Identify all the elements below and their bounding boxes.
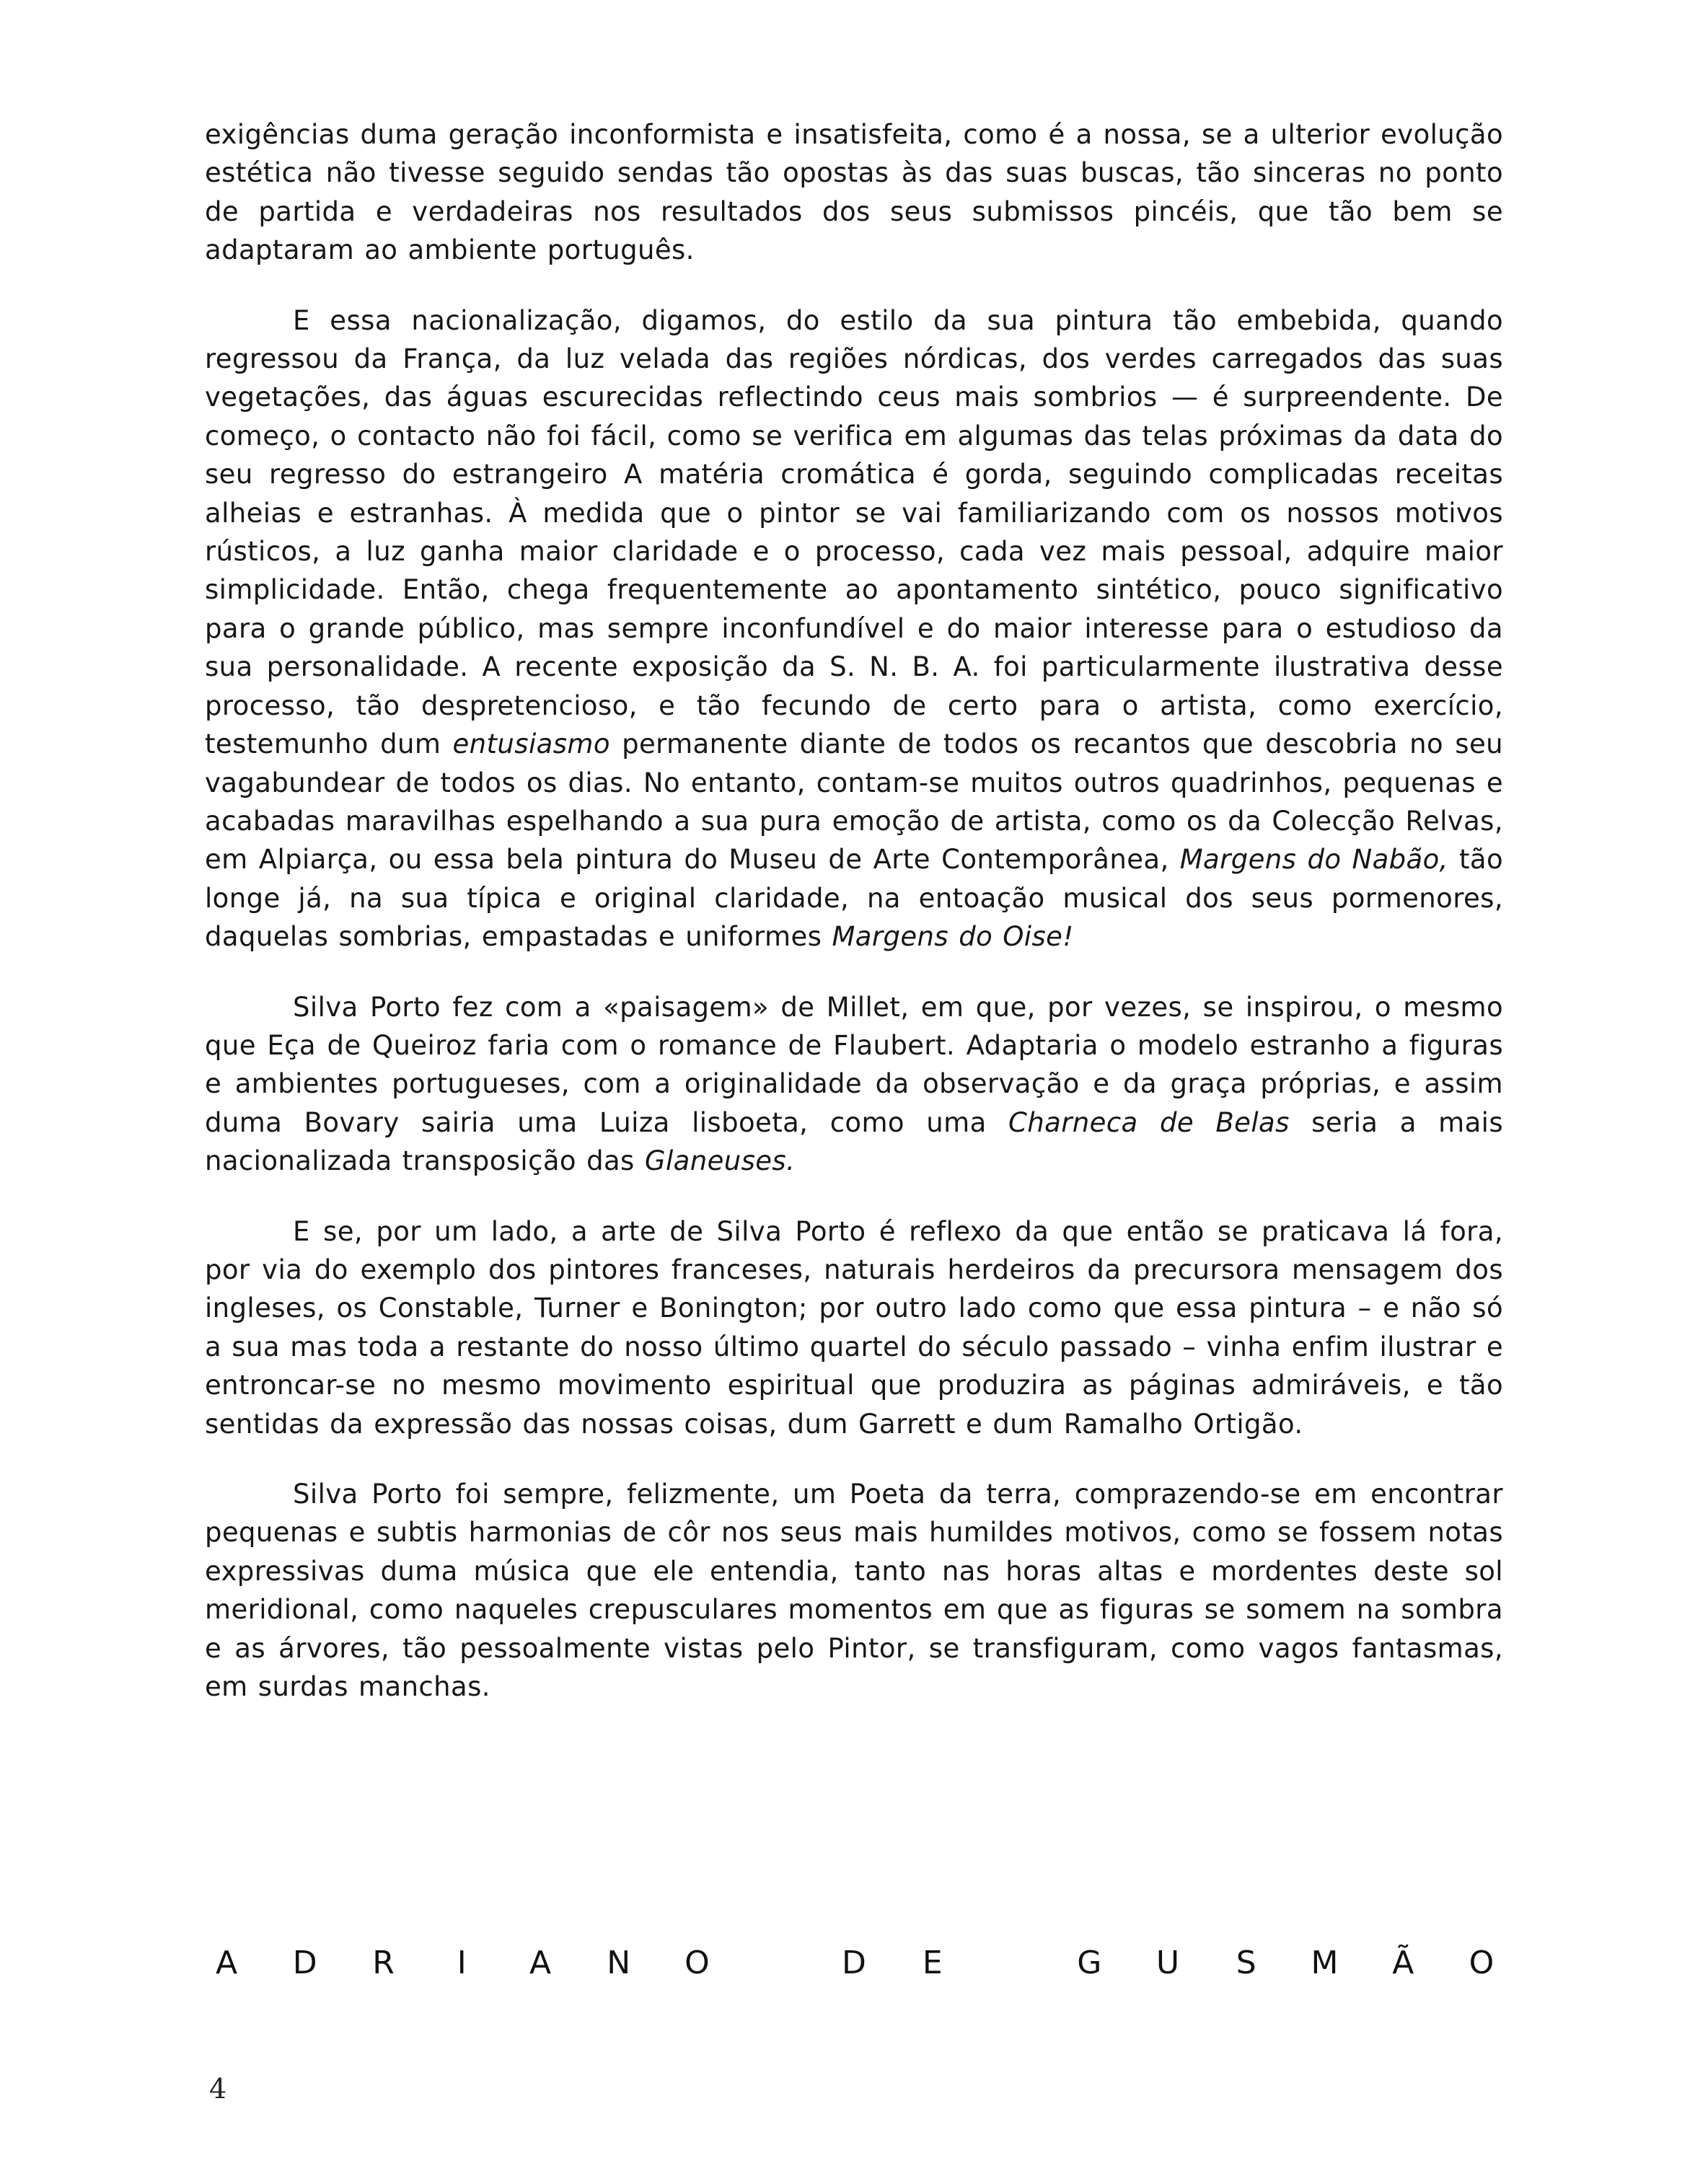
- signature-letter: Ã: [1392, 1945, 1414, 1981]
- paragraph-3: [205, 988, 1503, 1181]
- paragraph-4: [205, 1212, 1503, 1443]
- italic-term-entusiasmo: entusiasmo: [452, 728, 610, 760]
- signature-letter: S: [1236, 1945, 1256, 1981]
- signature-letter: O: [684, 1945, 710, 1981]
- signature-letter: I: [457, 1945, 467, 1981]
- author-signature: [205, 1942, 1503, 1985]
- signature-letter: G: [1077, 1945, 1102, 1981]
- paragraph-2-text: permanente diante de todos os recantos que descobria no seu vagabundear de todos os dias. No entanto, contam-se muitos outros quadrinhos, pequenas e acabadas maravilhas espelhando a sua pura emoção de artista, como os da Colecção Relvas, em Alpiarça, ou essa bela pintura do Museu de Arte Contemporânea,: [205, 728, 1503, 876]
- signature-letter: A: [215, 1945, 238, 1981]
- paragraph-5-text: Silva Porto foi sempre, felizmente, um Poeta da terra, comprazendo-se em encontrar pequenas e subtis harmonias de côr nos seus mais humildes motivos, como se fossem notas expressivas duma música que ele entendia, tanto nas horas altas e mordentes deste sol meridional, como naqueles crepusculares momentos em que as figuras se somem na sombra e as árvores, tão pessoalmente vistas pelo Pintor, se transfiguram, como vagos fantasmas, em surdas manchas.: [205, 1479, 1503, 1703]
- signature-letter: D: [842, 1945, 866, 1981]
- signature-letter: N: [607, 1945, 631, 1981]
- italic-title-glaneuses: Glaneuses.: [644, 1145, 796, 1177]
- signature-letter: A: [529, 1945, 552, 1981]
- paragraph-2: [205, 301, 1503, 956]
- paragraph-1: [205, 115, 1503, 270]
- article-body: [205, 115, 1503, 1706]
- paragraph-3-text: seria a mais nacionalizada transposição das: [205, 1106, 1503, 1177]
- signature-letter: D: [292, 1945, 317, 1981]
- italic-title-margens-do-nabao: Margens do Nabão,: [1179, 844, 1448, 876]
- page-number: 4: [209, 2073, 227, 2105]
- italic-title-margens-do-oise: Margens do Oise!: [832, 921, 1074, 953]
- paragraph-2-text: E essa nacionalização, digamos, do estilo da sua pintura tão embebida, quando regressou da França, da luz velada das regiões nórdicas, dos verdes carregados das suas vegetações, das águas escurecidas reflectindo ceus mais sombrios — é surpreendente. De começo, o contacto não foi fácil, como se verifica em algumas das telas próximas da data do seu regresso do estrangeiro A matéria cromática é gorda, seguindo complicadas receitas alheias e estranhas. À medida que o pintor se vai familiarizando com os nossos motivos rústicos, a luz ganha maior claridade e o processo, cada vez mais pessoal, adquire maior simplicidade. Então, chega frequentemente ao apontamento sintético, pouco significativo para o grande público, mas sempre inconfundível e do maior interesse para o estudioso da sua personalidade. A recente exposição da S. N. B. A. foi particularmente ilustrativa desse processo, tão despretencioso, e tão fecundo de certo para o artista, como exercício, testemunho dum: [205, 304, 1503, 760]
- signature-letter: U: [1155, 1945, 1180, 1981]
- paragraph-5: [205, 1475, 1503, 1706]
- paragraph-2-text: tão longe já, na sua típica e original claridade, na entoação musical dos seus pormenores, daquelas sombrias, empastadas e uniformes: [205, 844, 1503, 953]
- paragraph-1-text: exigências duma geração inconformista e insatisfeita, como é a nossa, se a ulterior evolução estética não tivesse seguido sendas tão opostas às das suas buscas, tão sinceras no ponto de partida e verdadeiras nos resultados dos seus submissos pincéis, que tão bem se adaptaram ao ambiente português.: [205, 119, 1503, 266]
- signature-letter: O: [1469, 1945, 1494, 1981]
- signature-letter: R: [372, 1945, 395, 1981]
- signature-letter: M: [1311, 1945, 1339, 1981]
- paragraph-3-text: Silva Porto fez com a «paisagem» de Millet, em que, por vezes, se inspirou, o mesmo que Eça de Queiroz faria com o romance de Flaubert. Adaptaria o modelo estranho a figuras e ambientes portugueses, com a originalidade da observação e da graça próprias, e assim duma Bovary sairia uma Luiza lisboeta, como uma: [205, 991, 1503, 1138]
- paragraph-4-text: E se, por um lado, a arte de Silva Porto é reflexo da que então se praticava lá fora, por via do exemplo dos pintores franceses, naturais herdeiros da precursora mensagem dos ingleses, os Constable, Turner e Bonington; por outro lado como que essa pintura – e não só a sua mas toda a restante do nosso último quartel do século passado – vinha enfim ilustrar e entroncar-se no mesmo movimento espiritual que produzira as páginas admiráveis, e tão sentidas da expressão das nossas coisas, dum Garrett e dum Ramalho Ortigão.: [205, 1215, 1503, 1440]
- signature-letter: E: [922, 1945, 943, 1981]
- italic-title-charneca-de-belas: Charneca de Belas: [1008, 1106, 1290, 1138]
